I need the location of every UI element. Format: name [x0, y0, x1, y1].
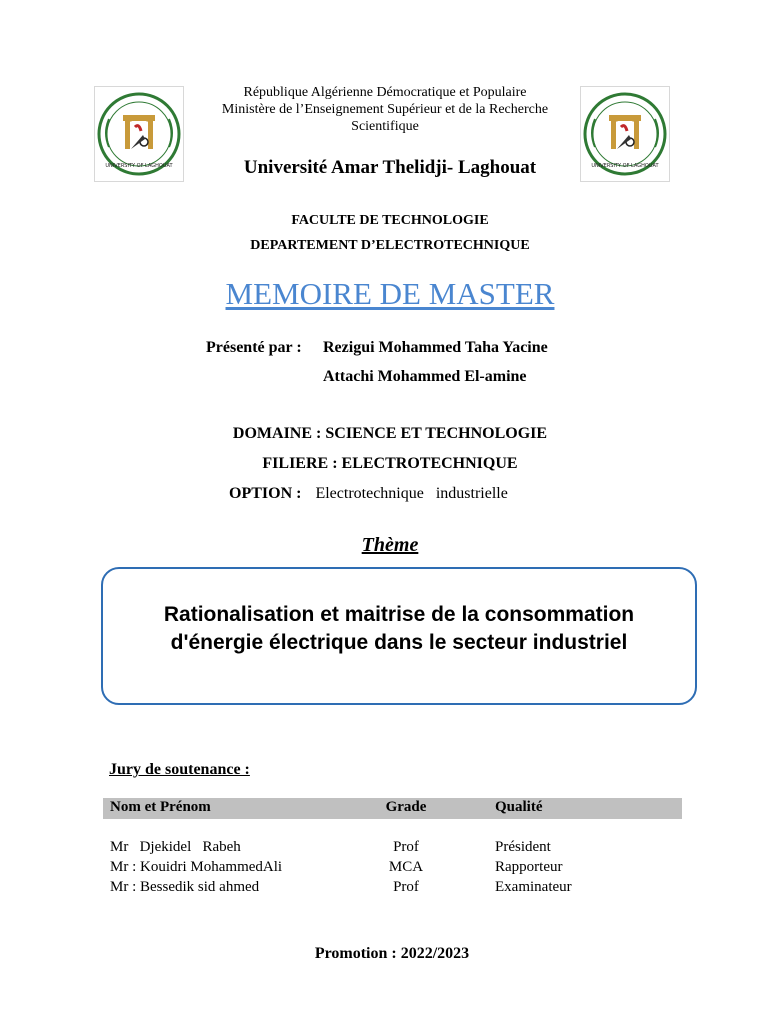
author-1: Rezigui Mohammed Taha Yacine [323, 339, 548, 356]
theme-line-1: Rationalisation et maitrise de la consommation [163, 603, 635, 626]
author-2: Attachi Mohammed El-amine [323, 368, 527, 385]
header-republic: République Algérienne Démocratique et Populaire [243, 85, 527, 100]
member-role: Président [495, 839, 551, 855]
faculty-block [170, 208, 610, 258]
table-row [103, 838, 682, 858]
member-role: Examinateur [495, 879, 572, 895]
jury-table-body [103, 838, 682, 898]
member-name: Mr : Kouidri MohammedAli [110, 859, 283, 875]
logo-caption: UNIVERSITY OF LAGHOUAT [591, 163, 659, 169]
theme-line-2: d'énergie électrique dans le secteur industriel [170, 631, 628, 654]
logo-caption: UNIVERSITY OF LAGHOUAT [105, 163, 173, 169]
table-row [103, 858, 682, 878]
filiere-line: FILIERE : ELECTROTECHNIQUE [262, 455, 518, 472]
member-grade: Prof [393, 839, 419, 855]
member-name: Mr Djekidel Rabeh [110, 839, 241, 855]
domain-line: DOMAINE : SCIENCE ET TECHNOLOGIE [232, 425, 548, 442]
header-block [190, 84, 580, 135]
member-name: Mr : Bessedik sid ahmed [110, 879, 260, 895]
header-ministry: Ministère de l’Enseignement Supérieur et de la Recherche [221, 102, 549, 117]
theme-text [119, 601, 679, 657]
member-grade: Prof [393, 879, 419, 895]
header-role: Qualité [495, 799, 543, 815]
presented-by-label: Présenté par : [206, 339, 302, 356]
table-row [103, 878, 682, 898]
header-grade: Grade [385, 799, 427, 815]
theme-label: Thème [361, 534, 419, 556]
option-value: Electrotechnique industrielle [315, 485, 508, 502]
jury-title: Jury de soutenance : [109, 761, 250, 778]
header-name: Nom et Prénom [110, 799, 211, 815]
member-grade: MCA [388, 859, 424, 875]
faculty-name: FACULTE DE TECHNOLOGIE [291, 213, 489, 228]
option-line [229, 485, 508, 503]
header-ministry-cont: Scientifique [351, 119, 419, 134]
theme-box [101, 567, 697, 705]
member-role: Rapporteur [495, 859, 563, 875]
promotion: Promotion : 2022/2023 [314, 945, 470, 962]
university-name: Université Amar Thelidji- Laghouat [243, 157, 537, 178]
jury-table [103, 798, 682, 898]
document-title: MEMOIRE DE MASTER [225, 276, 555, 311]
department-name: DEPARTEMENT D’ELECTROTECHNIQUE [250, 238, 530, 253]
jury-table-header [103, 798, 682, 819]
option-label: OPTION : [229, 485, 302, 502]
